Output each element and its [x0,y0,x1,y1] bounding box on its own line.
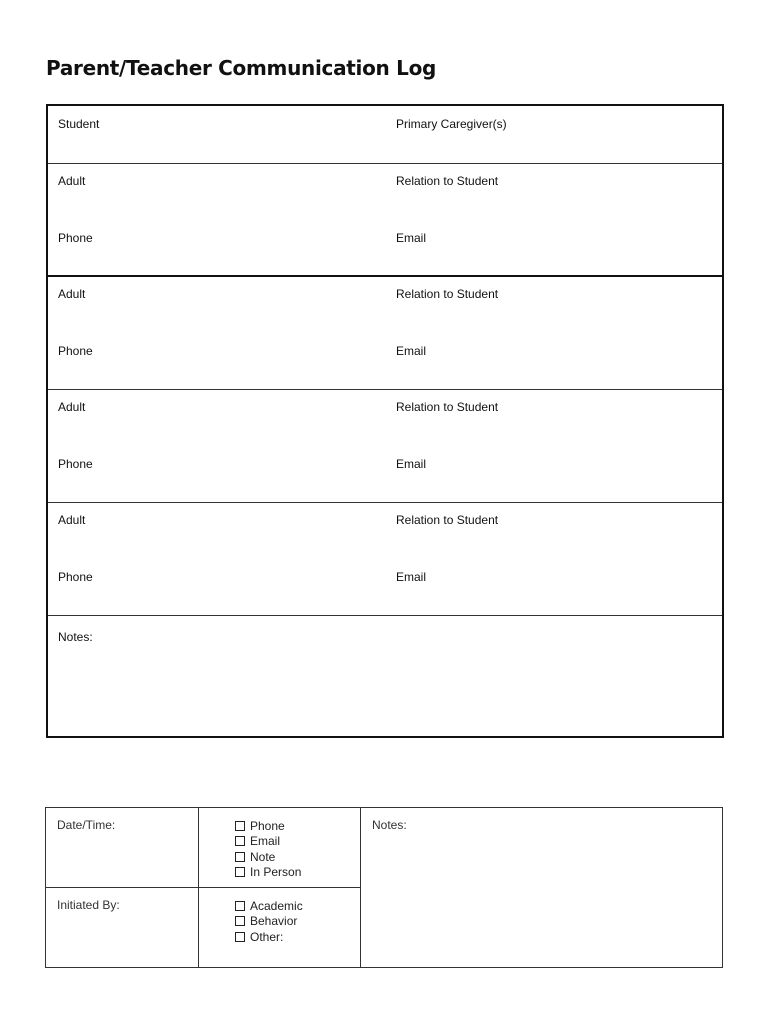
communication-log-table [45,807,723,968]
adult-field-label[interactable]: Adult [58,513,86,527]
option-label: Phone [250,818,285,833]
topic-options-cell [199,888,361,967]
email-field-label[interactable]: Email [396,570,427,584]
checkbox-icon[interactable] [235,932,245,942]
date-time-label: Date/Time: [57,818,116,832]
method-option-in-person[interactable] [235,865,301,881]
adult-field-label[interactable]: Adult [58,287,86,301]
email-field-label[interactable]: Email [396,231,427,245]
topic-option-behavior[interactable] [235,914,303,930]
initiated-by-cell[interactable] [46,888,199,967]
method-checklist [235,818,301,880]
log-notes-label: Notes: [372,818,407,832]
checkbox-icon[interactable] [235,852,245,862]
phone-field-label[interactable]: Phone [58,344,93,358]
option-label: In Person [250,865,302,880]
relation-field-label[interactable]: Relation to Student [396,513,499,527]
option-label: Behavior [250,914,298,929]
phone-field-label[interactable]: Phone [58,570,93,584]
date-time-cell[interactable] [46,808,199,888]
adult-field-label[interactable]: Adult [58,400,86,414]
log-notes-cell[interactable] [361,808,722,967]
email-field-label[interactable]: Email [396,344,427,358]
method-option-email[interactable] [235,834,301,850]
method-options-cell [199,808,361,888]
checkbox-icon[interactable] [235,901,245,911]
adult-section-3 [48,390,722,503]
checkbox-icon[interactable] [235,916,245,926]
topic-option-academic[interactable] [235,898,303,914]
adult-section-1 [48,164,722,277]
initiated-by-label: Initiated By: [57,898,120,912]
primary-caregiver-field-label[interactable]: Primary Caregiver(s) [396,117,507,131]
adult-section-4 [48,503,722,616]
phone-field-label[interactable]: Phone [58,457,93,471]
topic-checklist [235,898,303,945]
option-label: Note [250,849,276,864]
adult-section-2 [48,277,722,390]
method-option-phone[interactable] [235,818,301,834]
relation-field-label[interactable]: Relation to Student [396,287,499,301]
student-row [48,106,722,164]
notes-field-label: Notes: [58,630,93,644]
notes-row[interactable] [48,616,722,736]
checkbox-icon[interactable] [235,836,245,846]
option-label: Academic [250,898,303,913]
student-field-label[interactable]: Student [58,117,100,131]
phone-field-label[interactable]: Phone [58,231,93,245]
checkbox-icon[interactable] [235,867,245,877]
option-label: Email [250,834,281,849]
method-option-note[interactable] [235,849,301,865]
email-field-label[interactable]: Email [396,457,427,471]
page-title: Parent/Teacher Communication Log [46,56,437,80]
adult-field-label[interactable]: Adult [58,174,86,188]
option-label: Other: [250,929,284,944]
contact-info-table [46,104,724,738]
relation-field-label[interactable]: Relation to Student [396,174,499,188]
topic-option-other[interactable] [235,929,303,945]
checkbox-icon[interactable] [235,821,245,831]
relation-field-label[interactable]: Relation to Student [396,400,499,414]
